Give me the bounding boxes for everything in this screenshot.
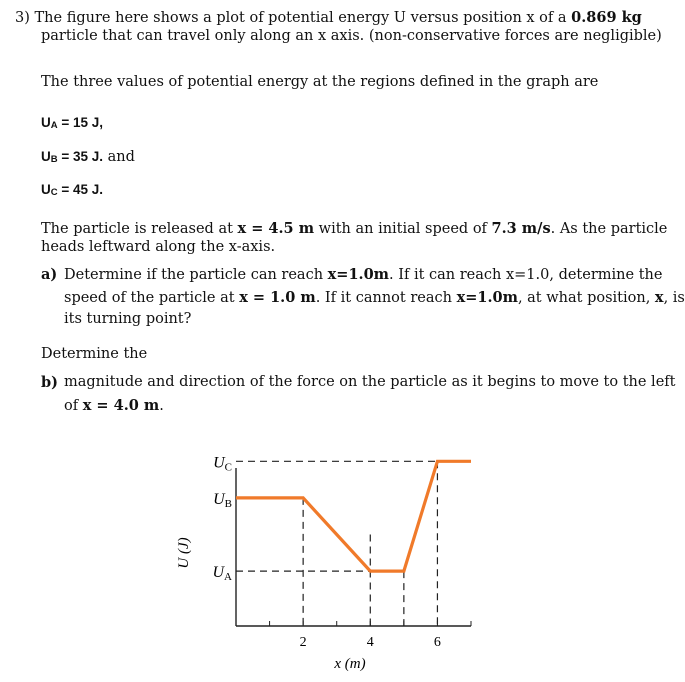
part-b-label: b) (41, 374, 58, 391)
determine-text: Determine the (41, 346, 148, 362)
x-tick-label-6: 6 (433, 635, 441, 650)
ub-symbol: U (41, 149, 51, 164)
uc-sub: C (50, 187, 58, 198)
uc-axis-label: UC (213, 454, 232, 474)
part-a-t1c: . If it can reach x=1.0, determine the (389, 267, 663, 283)
ub-sub: B (50, 154, 58, 165)
part-b-t2c: . (159, 398, 164, 414)
release-position: x = 4.5 m (237, 220, 315, 237)
ua-sub: A (50, 120, 58, 131)
release-text-c: . As the particle (550, 221, 668, 237)
problem-number: 3) (15, 10, 30, 26)
x-tick-label-4: 4 (366, 635, 374, 650)
y-axis-label: U (J) (176, 537, 192, 569)
part-a-t2d: x=1.0m (456, 289, 518, 306)
ua-axis-label: UA (212, 564, 232, 584)
part-a-t2b: x = 1.0 m (239, 289, 316, 306)
release-line-2: heads leftward along the x-axis. (41, 239, 276, 255)
part-b-t2b: x = 4.0 m (82, 397, 160, 414)
potential-energy-curve (236, 461, 471, 571)
mass-value: 0.869 kg (571, 9, 642, 26)
uc-symbol: U (41, 182, 51, 197)
part-a-label: a) (41, 266, 58, 283)
x-tick-label-2: 2 (299, 635, 307, 650)
part-a-t2e: , at what position, (517, 290, 655, 306)
release-text-b: with an initial speed of (314, 221, 492, 237)
part-b-text-1: magnitude and direction of the force on the particle as it begins to move to the left (64, 374, 676, 390)
x-axis-label: x (m) (334, 656, 366, 672)
ua-symbol: U (41, 115, 51, 130)
part-b-t2a: of (64, 398, 83, 414)
release-text-a: The particle is released at (41, 221, 238, 237)
part-a-t1b: x=1.0m (327, 266, 390, 283)
ub-axis-label: UB (213, 490, 232, 510)
ub-value: = 35 J. (57, 149, 104, 164)
part-a-t1a: Determine if the particle can reach (64, 267, 328, 283)
three-values-text: The three values of potential energy at the regions defined in the graph are (41, 74, 599, 90)
part-a-t2a: speed of the particle at (64, 290, 240, 306)
uc-value: = 45 J. (57, 182, 104, 197)
release-speed: 7.3 m/s (491, 220, 551, 237)
part-a-t2f: x (654, 289, 664, 306)
ub-suffix: and (103, 149, 135, 165)
intro-text: The figure here shows a plot of potential energy U versus position x of a (34, 10, 572, 26)
problem-line-2: particle that can travel only along an x axis. (non-conservative forces are negligible) (41, 28, 662, 44)
ua-value: = 15 J, (57, 115, 104, 130)
part-a-t2c: . If it cannot reach (315, 290, 457, 306)
part-a-t2g: , is (663, 290, 685, 306)
part-a-text-3: its turning point? (64, 311, 192, 327)
